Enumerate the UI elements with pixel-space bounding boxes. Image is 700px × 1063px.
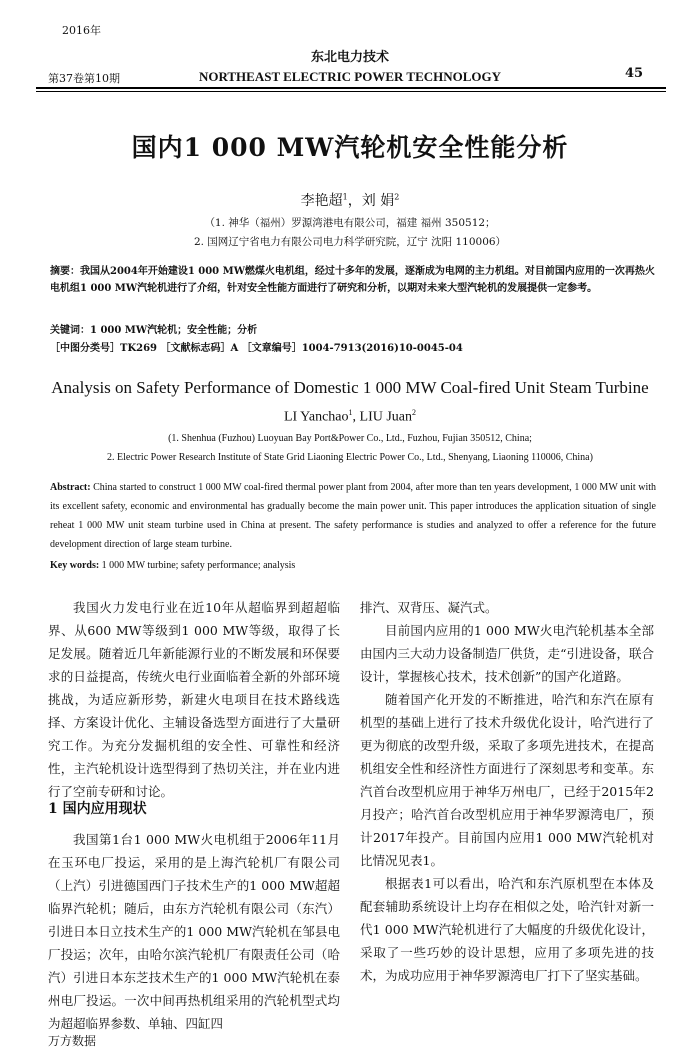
author1-en-sup: 1 xyxy=(348,408,353,417)
affiliation-cn-2: 2. 国网辽宁省电力有限公司电力科学研究院，辽宁 沈阳 110006） xyxy=(193,236,507,248)
header-journal-cn: 东北电力技术 xyxy=(310,50,389,65)
keywords-cn-label: 关键词： xyxy=(50,325,90,336)
keywords-cn xyxy=(50,322,655,339)
header-rule xyxy=(36,87,666,89)
body-paragraph: 目前国内应用的1 000 MW火电汽轮机基本全部由国内三大动力设备制造厂供货，走“引进设备，联合设计，掌握核心技术，技术创新”的国产化道路。 xyxy=(360,623,654,684)
body-right-column xyxy=(360,596,654,987)
body-paragraph: 我国火力发电行业在近10年从超临界到超超临界、从600 MW等级到1 000 MW等级，取得了长足发展。随着近几年新能源行业的不断发展和环保要求的日益提高，传统火电行业面临着全新的外部环境挑战，为适应新形势，新建火电项目在技术路线选择、方案设计优化、主辅设备选型方面进行了大量研究工作。为充分发掘机组的安全性、可靠性和经济性，主汽轮机设计选型得到了热切关注，并在业内进行了空前专研和讨论。 xyxy=(48,600,340,799)
authors-cn xyxy=(0,190,700,210)
header-page-number: 45 xyxy=(625,66,644,81)
author2-en: LIU Juan xyxy=(359,409,413,425)
classification-line: ［中图分类号］TK269 ［文献标志码］A ［文章编号］1004-7913(2016)10-0045-04 xyxy=(50,343,463,354)
author1-cn: 李艳超 xyxy=(300,193,343,209)
abstract-en xyxy=(50,478,656,554)
keywords-en xyxy=(50,556,656,575)
affiliation-en-2: 2. Electric Power Research Institute of State Grid Liaoning Electric Power Co., Ltd., Shenyang, Liaoning 110006, China) xyxy=(107,452,593,463)
author1-en: LI Yanchao xyxy=(283,409,349,425)
keywords-en-text: 1 000 MW turbine; safety performance; analysis xyxy=(99,560,296,571)
body-paragraph: 排汽、双背压、凝汽式。 xyxy=(360,600,498,615)
author2-cn-sup: 2 xyxy=(394,192,400,202)
page-title-cn: 国内1 000 MW汽轮机安全性能分析 xyxy=(131,133,569,162)
body-left-column-2 xyxy=(48,828,340,1035)
footer-watermark: 万方数据 xyxy=(48,1034,97,1048)
keywords-en-label: Key words: xyxy=(50,560,100,571)
authors-cn-sep: ， xyxy=(347,193,362,209)
body-paragraph: 根据表1可以看出，哈汽和东汽原机型在本体及配套辅助系统设计上均存在相似之处，哈汽针对新一代1 000 MW汽轮机进行了大幅度的升级优化设计，采取了一些巧妙的设计思想，应用了多项先进的技术，为成功应用于神华罗源湾电厂打下了坚实基础。 xyxy=(360,876,654,983)
authors-en-sep: , xyxy=(352,409,360,425)
author2-cn: 刘 娟 xyxy=(361,193,395,209)
abstract-cn xyxy=(50,263,655,297)
header-rule-thin xyxy=(36,91,666,92)
abstract-cn-label: 摘要： xyxy=(50,266,80,277)
abstract-en-label: Abstract: xyxy=(50,482,91,493)
page-title-en: Analysis on Safety Performance of Domestic 1 000 MW Coal-fired Unit Steam Turbine xyxy=(51,378,649,397)
header-volume-issue: 第37卷第10期 xyxy=(48,72,120,85)
section-heading-1: 1 国内应用现状 xyxy=(48,801,147,817)
keywords-cn-text: 1 000 MW汽轮机；安全性能；分析 xyxy=(90,325,258,336)
author2-en-sup: 2 xyxy=(412,408,417,417)
header-year: 2016年 xyxy=(62,24,101,37)
body-paragraph: 我国第1台1 000 MW火电机组于2006年11月在玉环电厂投运，采用的是上海汽轮机厂有限公司（上汽）引进德国西门子技术生产的1 000 MW超超临界汽轮机；随后，由东方汽轮机有限公司（东汽）引进日本日立技术生产的1 000 MW汽轮机在邹县电厂投运；次年，由哈尔滨汽轮机厂有限责任公司（哈汽）引进日本东芝技术生产的1 000 MW汽轮机在泰州电厂投运。一次中间再热机组采用的汽轮机型式均为超超临界参数、单轴、四缸四 xyxy=(48,832,340,1031)
abstract-cn-text: 我国从2004年开始建设1 000 MW燃煤火电机组，经过十多年的发展，逐渐成为电网的主力机组。对目前国内应用的一次再热火电机组1 000 MW汽轮机进行了介绍，针对安全性能方面进行了研究和分析，以期对未来大型汽轮机的发展提供一定参考。 xyxy=(50,266,655,294)
body-paragraph: 随着国产化开发的不断推进，哈汽和东汽在原有机型的基础上进行了技术升级优化设计，哈汽进行了更为彻底的改型升级，采取了多项先进技术，在提高机组安全性和经济性方面进行了深刻思考和变革。东汽首台改型机应用于神华万州电厂，已经于2015年2月投产；哈汽首台改型机应用于神华罗源湾电厂，预计2017年投产。目前国内应用1 000 MW汽轮机对比情况见表1。 xyxy=(360,692,654,868)
header-journal-en: NORTHEAST ELECTRIC POWER TECHNOLOGY xyxy=(198,69,502,84)
author1-cn-sup: 1 xyxy=(342,192,348,202)
authors-en xyxy=(0,408,700,426)
affiliation-cn-1: （1. 神华（福州）罗源湾港电有限公司，福建 福州 350512； xyxy=(204,217,496,229)
body-left-column xyxy=(48,596,340,803)
abstract-en-text: China started to construct 1 000 MW coal-fired thermal power plant from 2004, after more than ten years development, 1 000 MW unit with its excellent safety, economic and environmental has gradually become the main power unit. This paper introduces the application situation of single reheat 1 000 MW unit steam turbine used in China at present. The safety performance is studies and analyzed to offer a reference for the future development direction of large steam turbine. xyxy=(50,482,656,550)
affiliation-en-1: (1. Shenhua (Fuzhou) Luoyuan Bay Port&Power Co., Ltd., Fuzhou, Fujian 350512, China; xyxy=(168,433,532,444)
